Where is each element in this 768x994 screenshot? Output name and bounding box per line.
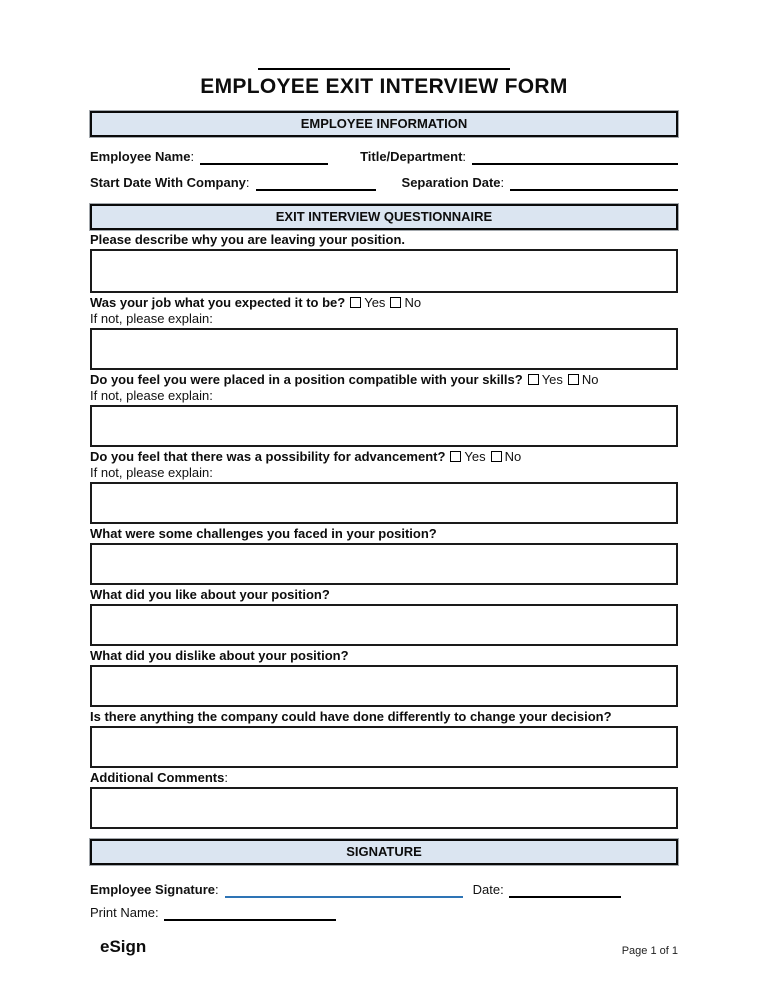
page-title: EMPLOYEE EXIT INTERVIEW FORM (200, 75, 568, 98)
question-block-liked (90, 587, 678, 646)
question-block-job-expected (90, 295, 678, 370)
employee-info-row-2 (90, 174, 678, 191)
answer-box-additional-comments[interactable] (90, 787, 678, 829)
yes-label: Yes (364, 295, 386, 310)
question-block-advancement (90, 449, 678, 524)
no-label: No (404, 295, 422, 310)
q4-no-checkbox[interactable] (491, 451, 502, 462)
colon: : (155, 905, 159, 920)
question-block-change-decision (90, 709, 678, 768)
section-header-employee-information: EMPLOYEE INFORMATION (90, 111, 678, 137)
question-text: Do you feel that there was a possibility for advancement? (90, 449, 446, 464)
question-text: What did you dislike about your position? (90, 648, 349, 663)
answer-box-skills-compatible[interactable] (90, 405, 678, 447)
start-date-label: Start Date With Company (90, 175, 246, 190)
colon: : (224, 770, 228, 785)
answer-box-liked[interactable] (90, 604, 678, 646)
question-text: What did you like about your position? (90, 587, 330, 602)
question-text: Is there anything the company could have done differently to change your decision? (90, 709, 612, 724)
employee-signature-field[interactable] (225, 883, 463, 898)
question-block-why-leaving (90, 232, 678, 293)
q4-yes-checkbox[interactable] (450, 451, 461, 462)
signature-row (90, 881, 678, 898)
question-text: Was your job what you expected it to be? (90, 295, 346, 310)
if-not-explain-label: If not, please explain: (90, 311, 213, 326)
employee-signature-label: Employee Signature (90, 882, 215, 897)
section-header-signature: SIGNATURE (90, 839, 678, 865)
question-block-challenges (90, 526, 678, 585)
title-department-label: Title/Department (360, 149, 463, 164)
colon: : (500, 175, 505, 190)
employee-name-label: Employee Name (90, 149, 191, 164)
question-block-additional-comments (90, 770, 678, 829)
q2-no-checkbox[interactable] (390, 297, 401, 308)
question-block-skills-compatible (90, 372, 678, 447)
title-rule (258, 68, 510, 70)
date-label: Date (472, 882, 501, 897)
no-label: No (581, 372, 599, 387)
page-footer (90, 937, 678, 957)
yes-label: Yes (541, 372, 563, 387)
form-page (90, 0, 678, 957)
esign-logo: eSign (100, 937, 147, 956)
answer-box-challenges[interactable] (90, 543, 678, 585)
separation-date-field[interactable] (510, 176, 678, 191)
question-text: Do you feel you were placed in a position compatible with your skills? (90, 372, 523, 387)
start-date-field[interactable] (256, 176, 376, 191)
if-not-explain-label: If not, please explain: (90, 465, 213, 480)
answer-box-advancement[interactable] (90, 482, 678, 524)
q3-no-checkbox[interactable] (568, 374, 579, 385)
answer-box-why-leaving[interactable] (90, 249, 678, 293)
page-number: Page 1 of 1 (621, 945, 678, 957)
colon: : (245, 175, 250, 190)
section-header-questionnaire: EXIT INTERVIEW QUESTIONNAIRE (90, 204, 678, 230)
q2-yes-checkbox[interactable] (350, 297, 361, 308)
colon: : (190, 149, 195, 164)
question-block-disliked (90, 648, 678, 707)
answer-box-disliked[interactable] (90, 665, 678, 707)
colon: : (214, 882, 219, 897)
employee-name-field[interactable] (200, 150, 328, 165)
date-field[interactable] (509, 883, 621, 898)
yes-label: Yes (464, 449, 486, 464)
print-name-row (90, 904, 678, 921)
no-label: No (504, 449, 522, 464)
if-not-explain-label: If not, please explain: (90, 388, 213, 403)
answer-box-job-expected[interactable] (90, 328, 678, 370)
additional-comments-label: Additional Comments (90, 770, 225, 785)
question-text: Please describe why you are leaving your position. (90, 232, 405, 247)
q3-yes-checkbox[interactable] (528, 374, 539, 385)
title-department-field[interactable] (472, 150, 678, 165)
employee-info-row-1 (90, 148, 678, 165)
question-text: What were some challenges you faced in your position? (90, 526, 437, 541)
colon: : (462, 149, 467, 164)
print-name-label: Print Name (90, 905, 156, 920)
print-name-field[interactable] (164, 906, 336, 921)
separation-date-label: Separation Date (401, 175, 501, 190)
answer-box-change-decision[interactable] (90, 726, 678, 768)
colon: : (500, 882, 504, 897)
